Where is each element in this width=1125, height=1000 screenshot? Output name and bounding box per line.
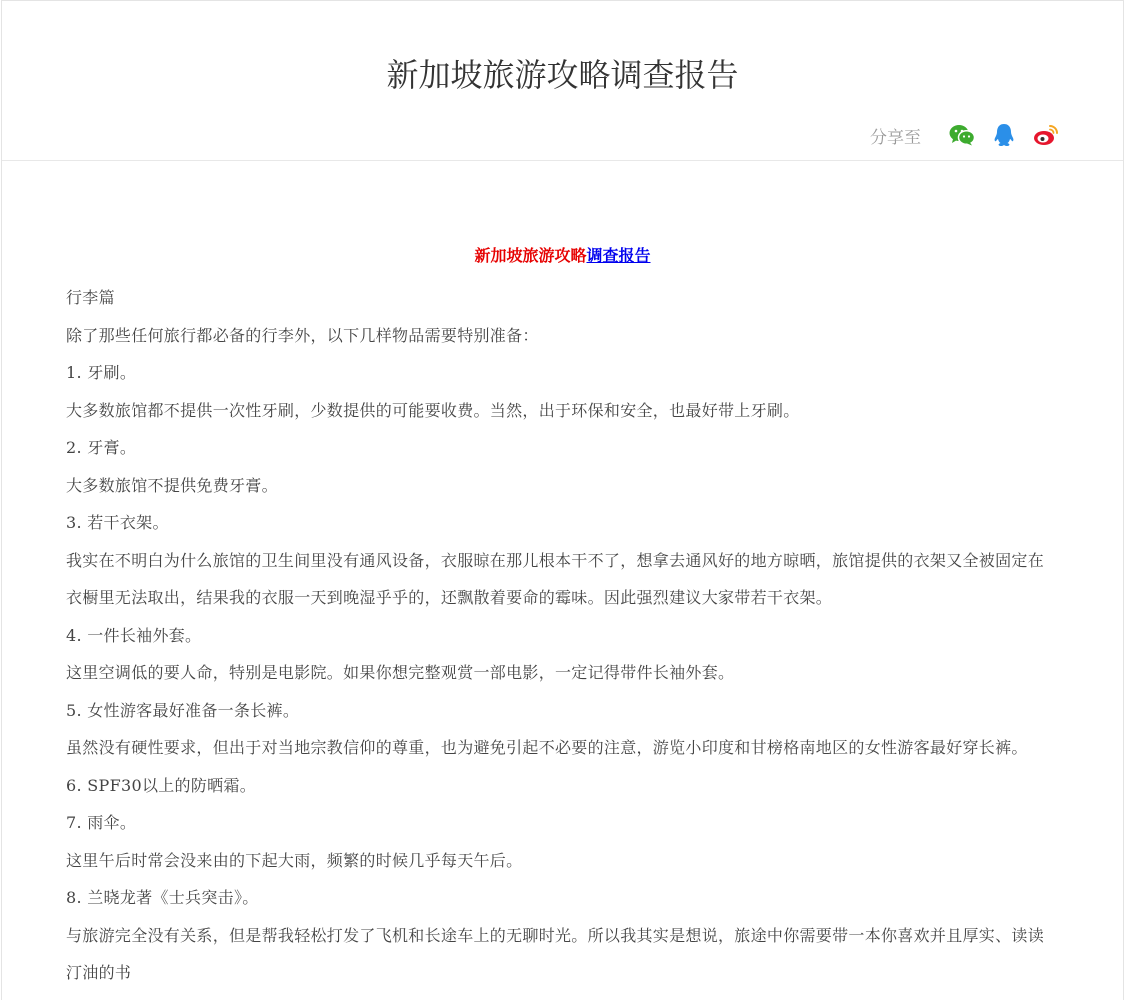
paragraph: 5. 女性游客最好准备一条长裤。 xyxy=(66,700,300,720)
paragraph: 6. SPF30以上的防晒霜。 xyxy=(66,775,257,795)
share-label: 分享至 xyxy=(870,127,921,148)
article-body xyxy=(66,241,1059,992)
paragraph: 大多数旅馆都不提供一次性牙刷，少数提供的可能要收费。当然，出于环保和安全，也最好带上牙刷。 xyxy=(66,400,800,420)
weibo-icon[interactable] xyxy=(1031,122,1061,148)
page xyxy=(1,0,1124,1000)
paragraph: 2. 牙膏。 xyxy=(66,438,137,457)
subtitle-link[interactable]: 调查报告 xyxy=(586,246,651,265)
page-title: 新加坡旅游攻略调查报告 xyxy=(386,56,739,94)
paragraph: 我实在不明白为什么旅馆的卫生间里没有通风设备，衣服晾在那儿根本干不了，想拿去通风好的地方晾晒，旅馆提供的衣架又全被固定在衣橱里无法取出，结果我的衣服一天到晚湿乎乎的，还飘散着要命的霉味。因此强烈建议大家带若干衣架。 xyxy=(66,550,1045,607)
qq-icon[interactable] xyxy=(989,122,1019,148)
subtitle-text: 新加坡旅游攻略 xyxy=(474,246,587,265)
paragraph: 1. 牙刷。 xyxy=(66,363,137,382)
paragraph: 这里午后时常会没来由的下起大雨，频繁的时候几乎每天午后。 xyxy=(66,850,523,870)
paragraph: 行李篇 xyxy=(66,288,115,307)
article-subtitle xyxy=(66,241,1059,271)
paragraph: 7. 雨伞。 xyxy=(66,813,137,832)
paragraph: 与旅游完全没有关系，但是帮我轻松打发了飞机和长途车上的无聊时光。所以我其实是想说，旅途中你需要带一本你喜欢并且厚实、读读汀油的书 xyxy=(66,925,1045,982)
paragraph-list xyxy=(66,279,1059,992)
share-bar xyxy=(870,121,1061,149)
paragraph: 这里空调低的要人命，特别是电影院。如果你想完整观赏一部电影，一定记得带件长袖外套。 xyxy=(66,663,735,682)
paragraph: 大多数旅馆不提供免费牙膏。 xyxy=(66,475,278,495)
paragraph: 8. 兰晓龙著《士兵突击》。 xyxy=(66,888,259,907)
paragraph: 虽然没有硬性要求，但出于对当地宗教信仰的尊重，也为避免引起不必要的注意，游览小印度和甘榜格南地区的女性游客最好穿长裤。 xyxy=(66,738,1028,757)
paragraph: 除了那些任何旅行都必备的行李外，以下几样物品需要特别准备： xyxy=(66,325,539,345)
paragraph: 4. 一件长袖外套。 xyxy=(66,625,202,645)
article-header xyxy=(2,1,1123,161)
paragraph: 3. 若干衣架。 xyxy=(66,513,169,532)
wechat-icon[interactable] xyxy=(947,122,977,148)
